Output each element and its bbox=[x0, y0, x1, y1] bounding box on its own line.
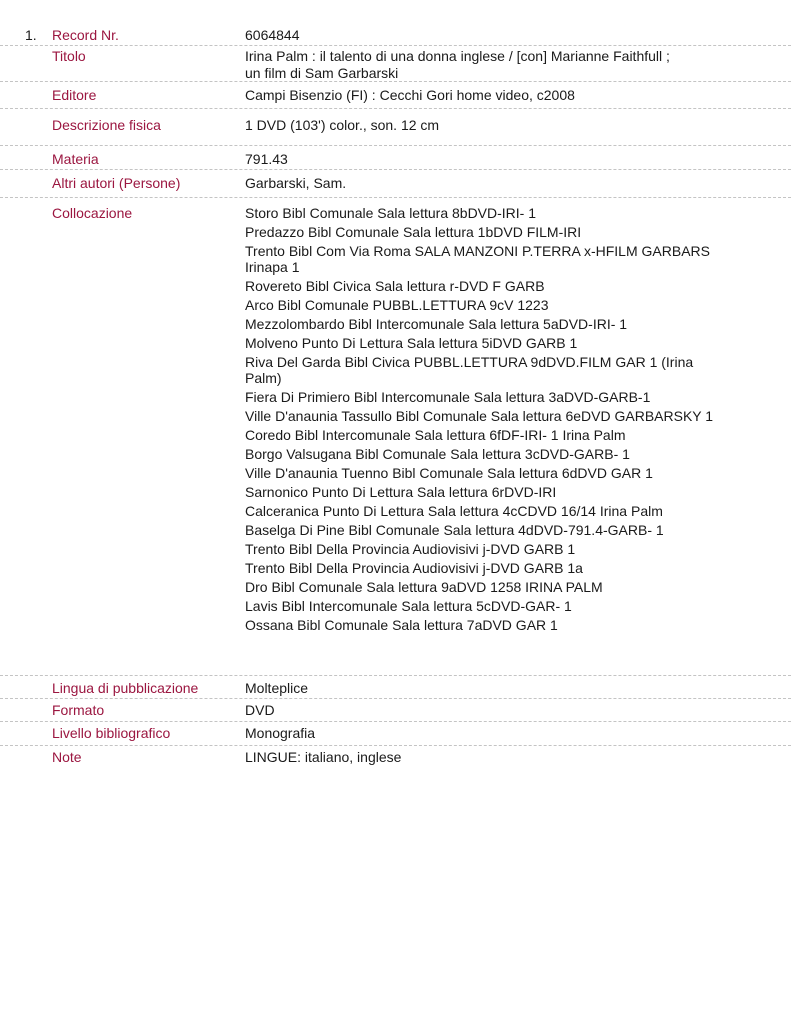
collocazione-item: Ville D'anaunia Tuenno Bibl Comunale Sala lettura 6dDVD GAR 1 bbox=[245, 465, 653, 481]
field-row-descrizione bbox=[0, 109, 791, 146]
field-value-formato: DVD bbox=[245, 702, 275, 718]
field-row-collocazione bbox=[0, 198, 791, 676]
collocazione-item: Trento Bibl Della Provincia Audiovisivi j-DVD GARB 1 bbox=[245, 541, 576, 557]
collocazione-item: Calceranica Punto Di Lettura Sala lettura 4cCDVD 16/14 Irina Palm bbox=[245, 503, 663, 519]
field-label-note: Note bbox=[52, 749, 82, 765]
collocazione-item: Trento Bibl Com Via Roma SALA MANZONI P.TERRA x-HFILM GARBARS Irinapa 1 bbox=[245, 243, 710, 275]
collocazione-item: Storo Bibl Comunale Sala lettura 8bDVD-IRI- 1 bbox=[245, 205, 537, 221]
field-label-record-nr: Record Nr. bbox=[52, 27, 119, 43]
field-label-altri-autori: Altri autori (Persone) bbox=[52, 175, 181, 191]
field-value-materia: 791.43 bbox=[245, 151, 288, 167]
collocazione-item: Ville D'anaunia Tassullo Bibl Comunale Sala lettura 6eDVD GARBARSKY 1 bbox=[245, 408, 714, 424]
field-row-note bbox=[0, 746, 791, 770]
field-value-note: LINGUE: italiano, inglese bbox=[245, 749, 402, 765]
field-value-livello: Monografia bbox=[245, 725, 316, 741]
field-value-collocazione bbox=[245, 205, 745, 636]
titolo-line-2: un film di Sam Garbarski bbox=[245, 65, 399, 81]
field-value-descrizione: 1 DVD (103') color., son. 12 cm bbox=[245, 117, 440, 133]
collocazione-item: Coredo Bibl Intercomunale Sala lettura 6fDF-IRI- 1 Irina Palm bbox=[245, 427, 626, 443]
field-row-materia bbox=[0, 146, 791, 170]
collocazione-list bbox=[245, 205, 745, 633]
collocazione-item: Ossana Bibl Comunale Sala lettura 7aDVD GAR 1 bbox=[245, 617, 558, 633]
collocazione-item: Rovereto Bibl Civica Sala lettura r-DVD F GARB bbox=[245, 278, 545, 294]
field-label-livello: Livello bibliografico bbox=[52, 725, 171, 741]
collocazione-item: Sarnonico Punto Di Lettura Sala lettura 6rDVD-IRI bbox=[245, 484, 557, 500]
field-row-livello bbox=[0, 722, 791, 746]
collocazione-item: Mezzolombardo Bibl Intercomunale Sala lettura 5aDVD-IRI- 1 bbox=[245, 316, 628, 332]
collocazione-item: Arco Bibl Comunale PUBBL.LETTURA 9cV 1223 bbox=[245, 297, 549, 313]
collocazione-item: Dro Bibl Comunale Sala lettura 9aDVD 1258 IRINA PALM bbox=[245, 579, 603, 595]
record-entry bbox=[0, 25, 791, 770]
field-row-lingua bbox=[0, 676, 791, 699]
field-label-descrizione: Descrizione fisica bbox=[52, 117, 161, 133]
collocazione-item: Riva Del Garda Bibl Civica PUBBL.LETTURA 9dDVD.FILM GAR 1 (Irina Palm) bbox=[245, 354, 694, 386]
field-value-record-nr: 6064844 bbox=[245, 27, 300, 43]
collocazione-item: Fiera Di Primiero Bibl Intercomunale Sala lettura 3aDVD-GARB-1 bbox=[245, 389, 651, 405]
field-value-editore: Campi Bisenzio (FI) : Cecchi Gori home video, c2008 bbox=[245, 87, 575, 103]
field-value-altri-autori: Garbarski, Sam. bbox=[245, 175, 347, 191]
field-row-altri-autori bbox=[0, 170, 791, 198]
titolo-line-1: Irina Palm : il talento di una donna inglese / [con] Marianne Faithfull ; bbox=[245, 48, 670, 64]
field-label-editore: Editore bbox=[52, 87, 97, 103]
field-label-formato: Formato bbox=[52, 702, 105, 718]
collocazione-item: Lavis Bibl Intercomunale Sala lettura 5cDVD-GAR- 1 bbox=[245, 598, 572, 614]
collocazione-item: Baselga Di Pine Bibl Comunale Sala lettura 4dDVD-791.4-GARB- 1 bbox=[245, 522, 664, 538]
field-label-materia: Materia bbox=[52, 151, 99, 167]
field-value-lingua: Molteplice bbox=[245, 680, 309, 696]
record-index: 1. bbox=[25, 27, 37, 43]
field-label-titolo: Titolo bbox=[52, 48, 86, 64]
field-row-editore bbox=[0, 82, 791, 109]
collocazione-item: Trento Bibl Della Provincia Audiovisivi j-DVD GARB 1a bbox=[245, 560, 583, 576]
field-label-lingua: Lingua di pubblicazione bbox=[52, 680, 199, 696]
field-row-formato bbox=[0, 699, 791, 722]
field-value-titolo bbox=[245, 48, 745, 82]
collocazione-item: Borgo Valsugana Bibl Comunale Sala lettura 3cDVD-GARB- 1 bbox=[245, 446, 630, 462]
collocazione-item: Predazzo Bibl Comunale Sala lettura 1bDVD FILM-IRI bbox=[245, 224, 582, 240]
field-row-record-nr bbox=[0, 25, 791, 46]
field-row-titolo bbox=[0, 46, 791, 82]
field-label-collocazione: Collocazione bbox=[52, 205, 133, 221]
collocazione-item: Molveno Punto Di Lettura Sala lettura 5iDVD GARB 1 bbox=[245, 335, 578, 351]
